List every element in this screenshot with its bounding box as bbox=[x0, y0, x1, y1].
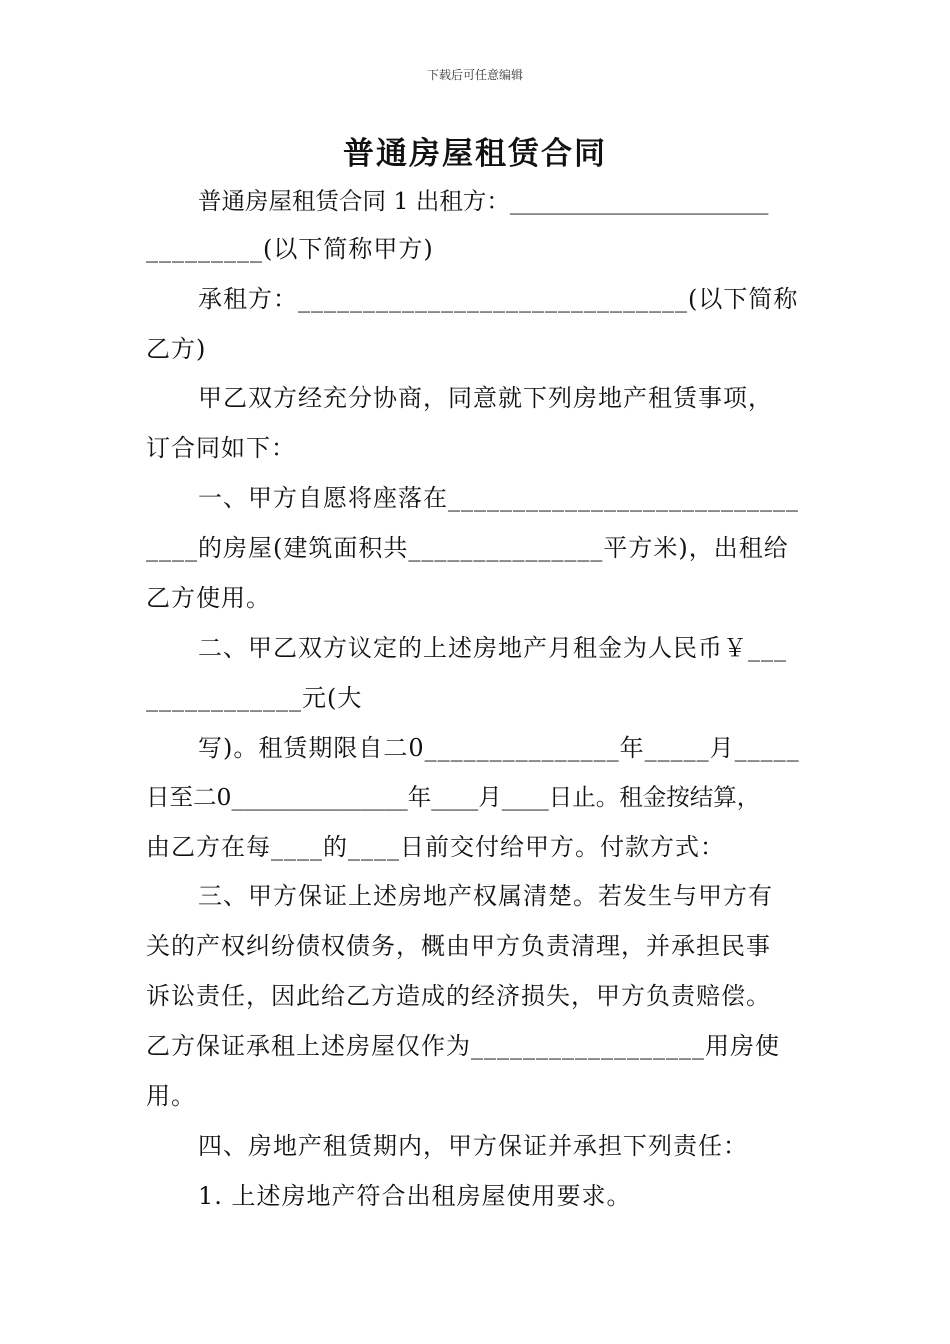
text-line: 由乙方在每____的____日前交付给甲方。付款方式： bbox=[146, 833, 725, 861]
text-line: 乙方保证承租上述房屋仅作为__________________用房使 bbox=[146, 1032, 780, 1060]
text-line: 一、甲方自愿将座落在___________________________ bbox=[198, 484, 799, 512]
text-line: 乙方) bbox=[146, 335, 207, 363]
page-header-note: 下载后可任意编辑 bbox=[426, 68, 523, 82]
text-line: 承租方：______________________________(以下简称 bbox=[198, 285, 799, 313]
text-line: 三、甲方保证上述房地产权属清楚。若发生与甲方有 bbox=[198, 882, 773, 910]
text-line: 诉讼责任，因此给乙方造成的经济损失，甲方负责赔偿。 bbox=[146, 982, 771, 1010]
text-line: 日至二0_______________年____月____日止。租金按结算， bbox=[146, 783, 761, 811]
text-line: 用。 bbox=[146, 1082, 196, 1110]
text-line: 关的产权纠纷债权债务，概由甲方负责清理，并承担民事 bbox=[146, 932, 771, 960]
text-line: 1. 上述房地产符合出租房屋使用要求。 bbox=[198, 1182, 632, 1210]
text-line: _________(以下简称甲方) bbox=[146, 235, 434, 263]
text-line: ____的房屋(建筑面积共_______________平方米)，出租给 bbox=[146, 534, 789, 562]
text-line: ____________元(大 bbox=[146, 684, 363, 712]
text-line: 二、甲乙双方议定的上述房地产月租金为人民币￥___ bbox=[198, 634, 787, 662]
text-line: 甲乙双方经充分协商，同意就下列房地产租赁事项， bbox=[198, 384, 773, 412]
document-title: 普通房屋租赁合同 bbox=[343, 136, 607, 172]
text-line: 订合同如下： bbox=[146, 434, 296, 462]
text-line: 四、房地产租赁期内，甲方保证并承担下列责任： bbox=[198, 1132, 748, 1160]
text-line: 普通房屋租赁合同 1 出租方：______________________ bbox=[198, 187, 769, 215]
text-line: 乙方使用。 bbox=[146, 584, 271, 612]
text-line: 写)。租赁期限自二0_______________年_____月_____ bbox=[198, 734, 800, 762]
